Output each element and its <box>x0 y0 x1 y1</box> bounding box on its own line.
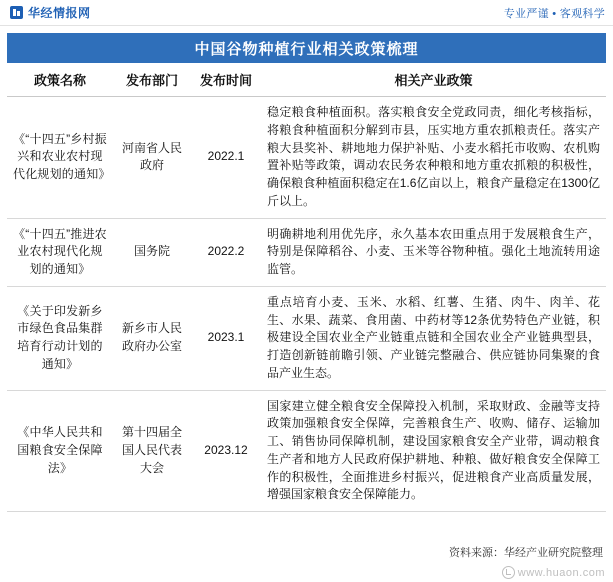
watermark-icon <box>502 566 515 579</box>
table-row <box>7 97 606 219</box>
site-brand <box>10 4 91 21</box>
cell-department: 第十四届全国人民代表大会 <box>113 390 191 512</box>
watermark-text: www.huaon.com <box>517 566 605 579</box>
cell-policy-name: 《中华人民共和国粮食安全保障法》 <box>7 390 113 512</box>
table-row <box>7 286 606 390</box>
table-row <box>7 218 606 286</box>
logo-icon <box>10 6 23 19</box>
page-title: 中国谷物种植行业相关政策梳理 <box>7 33 606 63</box>
table-row <box>7 390 606 512</box>
brand-slogan: 专业严谨 • 客观科学 <box>503 7 605 20</box>
cell-date: 2022.2 <box>191 218 261 286</box>
cell-policy-text: 明确耕地利用优先序，永久基本农田重点用于发展粮食生产，特别是保障稻谷、小麦、玉米等谷物种植。强化土地流转用途监管。 <box>261 218 606 286</box>
cell-policy-text: 国家建立健全粮食安全保障投入机制，采取财政、金融等支持政策加强粮食安全保障，完善粮食生产、收购、储存、运输加工、销售协同保障机制，建设国家粮食安全产业带，调动粮食生产者和地方人民政府保护耕地、种粮、做好粮食安全保障工作的积极性，全面推进乡村振兴，促进粮食产业高质量发展，增强国家粮食安全保障能力。 <box>261 390 606 512</box>
cell-policy-name: 《“十四五”推进农业农村现代化规划的通知》 <box>7 218 113 286</box>
cell-policy-name: 《“十四五”乡村振兴和农业农村现代化规划的通知》 <box>7 97 113 219</box>
column-header-date: 发布时间 <box>191 63 261 97</box>
source-note: 资料来源：华经产业研究院整理 <box>449 547 603 559</box>
cell-department: 河南省人民政府 <box>113 97 191 219</box>
column-header-policy: 相关产业政策 <box>261 63 606 97</box>
cell-policy-text: 重点培育小麦、玉米、水稻、红薯、生猪、肉牛、肉羊、花生、水果、蔬菜、食用菌、中药材等12条优势特色产业链，积极建设全国农业全产业链重点链和全国农业全产业链典型县，打造创新链前瞻引领、产业链完整融合、供应链协同集聚的食品产业生态。 <box>261 286 606 390</box>
cell-date: 2023.1 <box>191 286 261 390</box>
cell-policy-name: 《关于印发新乡市绿色食品集群培育行动计划的通知》 <box>7 286 113 390</box>
column-header-name: 政策名称 <box>7 63 113 97</box>
cell-date: 2023.12 <box>191 390 261 512</box>
cell-date: 2022.1 <box>191 97 261 219</box>
policy-table <box>7 63 606 512</box>
cell-policy-text: 稳定粮食种植面积。落实粮食安全党政同责，细化考核指标，将粮食种植面积分解到市县，压实地方重农抓粮责任。落实产粮大县奖补、耕地地力保护补贴、小麦水稻托市收购、农机购置补贴等政策，调动农民务农种粮和地方重农抓粮的积极性，确保粮食种植面积稳定在1.6亿亩以上，粮食产量稳定在1300亿斤以上。 <box>261 97 606 219</box>
cell-department: 新乡市人民政府办公室 <box>113 286 191 390</box>
column-header-dept: 发布部门 <box>113 63 191 97</box>
table-header-row <box>7 63 606 97</box>
brand-name: 华经情报网 <box>28 6 91 20</box>
top-bar <box>0 0 613 26</box>
cell-department: 国务院 <box>113 218 191 286</box>
watermark <box>502 566 605 579</box>
